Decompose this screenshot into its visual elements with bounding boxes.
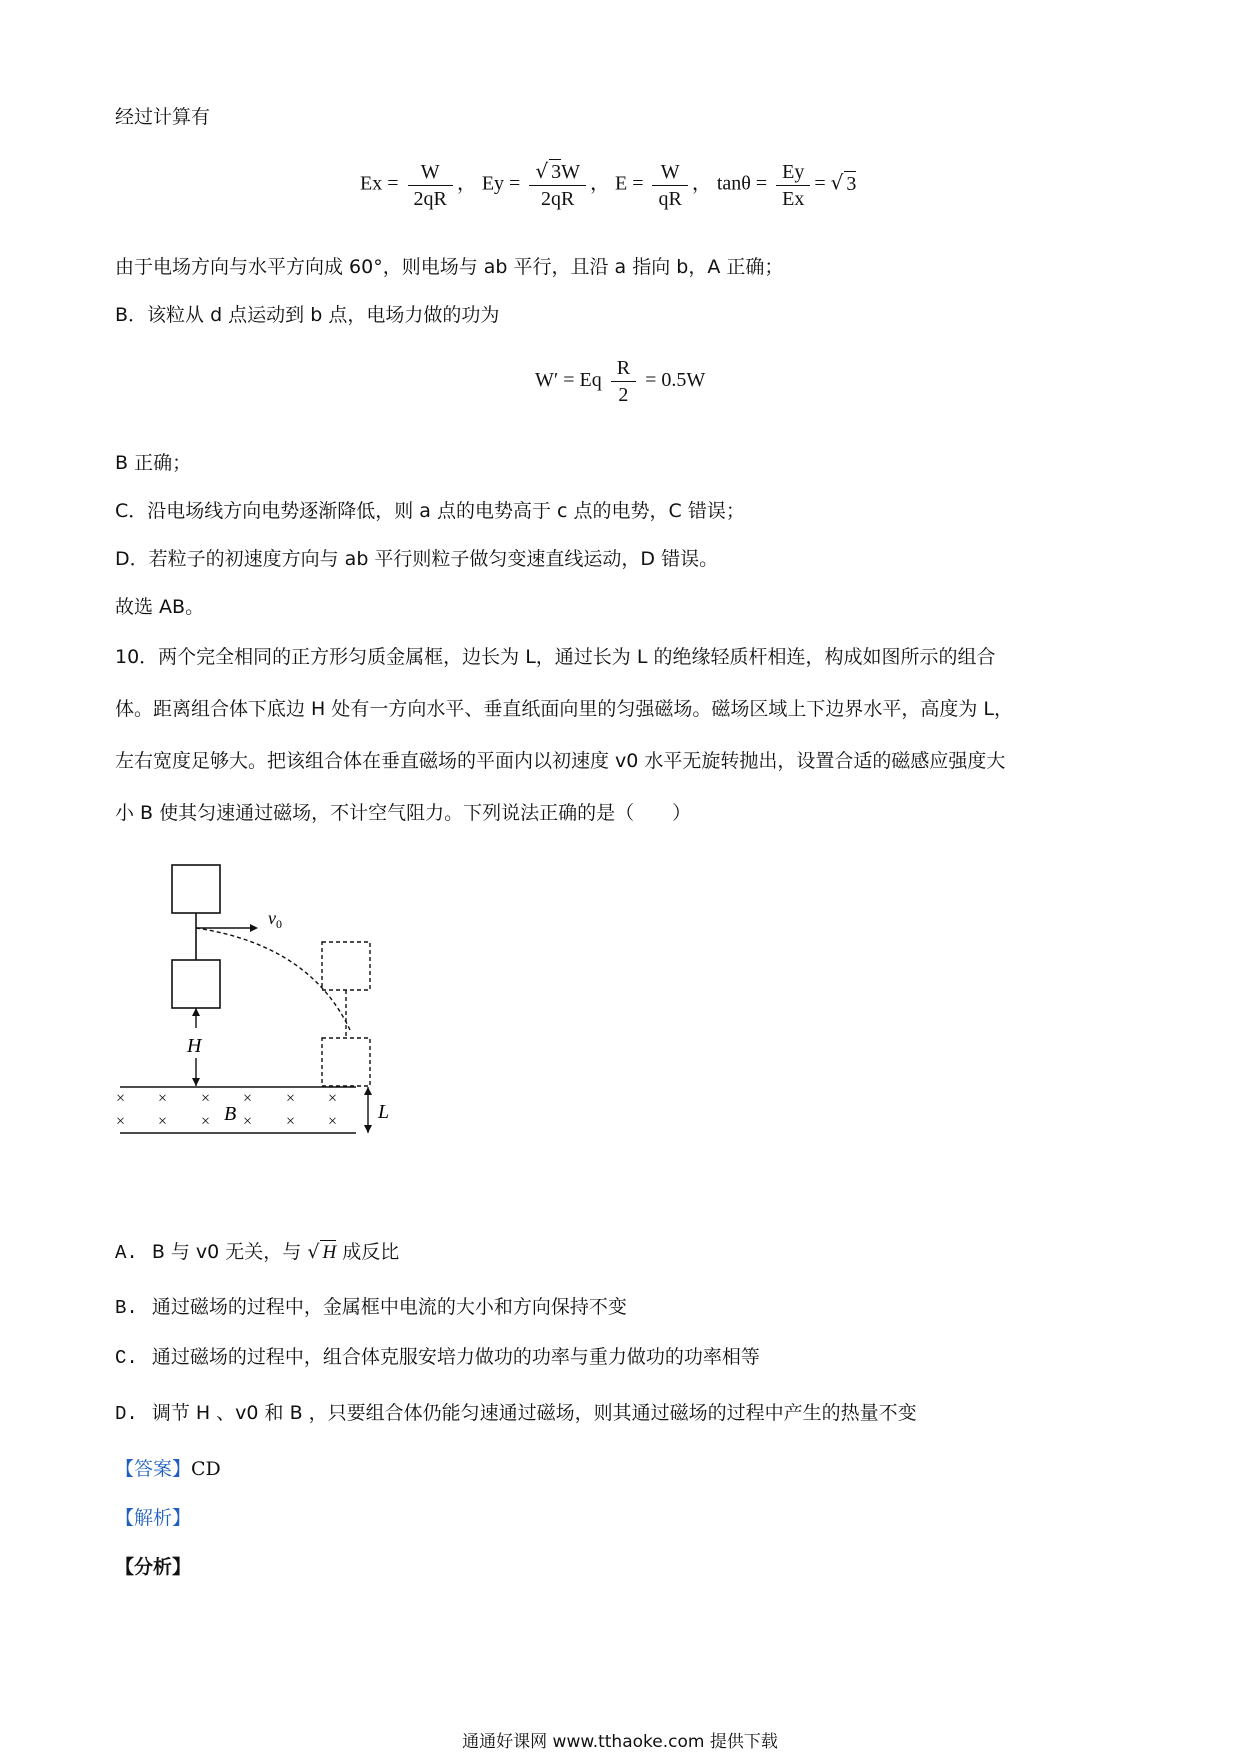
work-fraction: $\frac{R}{2}$ [611, 355, 636, 408]
ex-lhs: Ex = [360, 172, 399, 195]
question-line-1: 10．两个完全相同的正方形匀质金属框，边长为 L，通过长为 L 的绝缘轻质杆相连，构成如图所示的组合 [115, 646, 996, 668]
svg-text:×: × [116, 1090, 126, 1107]
top-frame [172, 865, 220, 913]
option-a: A. B 与 v0 无关，与 √ H 成反比 [115, 1241, 400, 1264]
svg-text:×: × [116, 1113, 126, 1130]
tan-fraction: $\frac{Ey}{Ex}$ [776, 159, 810, 212]
intro-text: 经过计算有 [115, 106, 211, 128]
equation-fields: Ex = $\frac{W}{2qR}$ ， Ey = $\frac{√ 3W}{2qR}$ ， E = $\frac{W}{qR}$ ， tanθ = $\frac{Ey}{Ex}$ = √ 3 [360, 159, 857, 210]
svg-text:×: × [243, 1090, 253, 1107]
ey-fraction: $\frac{√ 3W}{2qR}$ [529, 158, 586, 212]
h-arrowhead-up [192, 1008, 200, 1016]
question-line-4: 小 B 使其匀速通过磁场，不计空气阻力。下列说法正确的是（ ） [115, 802, 692, 824]
h-label: H [187, 1035, 202, 1057]
dashed-top-frame [322, 942, 370, 990]
ey-lhs: Ey = [481, 172, 521, 195]
page-footer: 通通好课网 www.tthaoke.com 提供下载 [462, 1732, 778, 1752]
b-label: B [224, 1103, 237, 1125]
svg-text:×: × [328, 1090, 338, 1107]
line-c: C．沿电场线方向电势逐渐降低，则 a 点的电势高于 c 点的电势，C 错误； [115, 500, 745, 522]
physics-diagram [100, 860, 460, 1160]
e-fraction: $\frac{W}{qR}$ [652, 159, 687, 212]
equation-work: W′ = Eq $\frac{R}{2}$ = 0.5W [535, 357, 706, 406]
svg-text:×: × [201, 1090, 211, 1107]
sqrt-h: H [322, 1242, 337, 1263]
trajectory [196, 928, 350, 1030]
line-b: B．该粒从 d 点运动到 b 点，电场力做的功为 [115, 304, 500, 326]
dashed-bottom-frame [322, 1038, 370, 1086]
question-line-3: 左右宽度足够大。把该组合体在垂直磁场的平面内以初速度 v0 水平无旋转抛出，设置合适的磁感应强度大 [115, 750, 1006, 772]
line-d: D．若粒子的初速度方向与 ab 平行则粒子做匀变速直线运动，D 错误。 [115, 548, 719, 570]
e-lhs: E = [614, 172, 644, 195]
answer-line [115, 1455, 221, 1483]
svg-text:×: × [243, 1113, 253, 1130]
velocity-arrowhead [250, 924, 258, 932]
svg-text:×: × [286, 1090, 296, 1107]
svg-text:×: × [328, 1113, 338, 1130]
line-a: 由于电场方向与水平方向成 60°，则电场与 ab 平行，且沿 a 指向 b，A 正确； [115, 256, 784, 278]
line-b-correct: B 正确； [115, 452, 192, 474]
tan-lhs: tanθ = [716, 172, 768, 195]
svg-text:×: × [158, 1090, 168, 1107]
h-arrowhead-down [192, 1078, 200, 1086]
l-arrowhead-down [364, 1125, 372, 1133]
tan-rhs: 3 [846, 172, 857, 195]
option-c: C. 通过磁场的过程中，组合体克服安培力做功的功率与重力做功的功率相等 [115, 1346, 760, 1369]
l-label: L [378, 1101, 390, 1123]
answer-tag: 【答案】 [115, 1458, 192, 1480]
answer-value: CD [191, 1458, 221, 1480]
bottom-frame [172, 960, 220, 1008]
svg-text:×: × [286, 1113, 296, 1130]
svg-text:×: × [201, 1113, 211, 1130]
v0-label: $v_0$ [268, 908, 282, 931]
l-arrowhead-up [364, 1087, 372, 1095]
option-d: D. 调节 H 、v0 和 B ，只要组合体仍能匀速通过磁场，则其通过磁场的过程中产生的热量不变 [115, 1402, 917, 1425]
analysis-tag: 【解析】 [115, 1507, 192, 1529]
ex-fraction: $\frac{W}{2qR}$ [408, 159, 453, 212]
fenxi-tag: 【分析】 [115, 1556, 192, 1578]
svg-text:×: × [158, 1113, 168, 1130]
question-line-2: 体。距离组合体下底边 H 处有一方向水平、垂直纸面向里的匀强磁场。磁场区域上下边界水平，高度为 L， [115, 698, 1013, 720]
choice-text: 故选 AB。 [115, 596, 205, 618]
option-b: B. 通过磁场的过程中，金属框中电流的大小和方向保持不变 [115, 1296, 627, 1319]
